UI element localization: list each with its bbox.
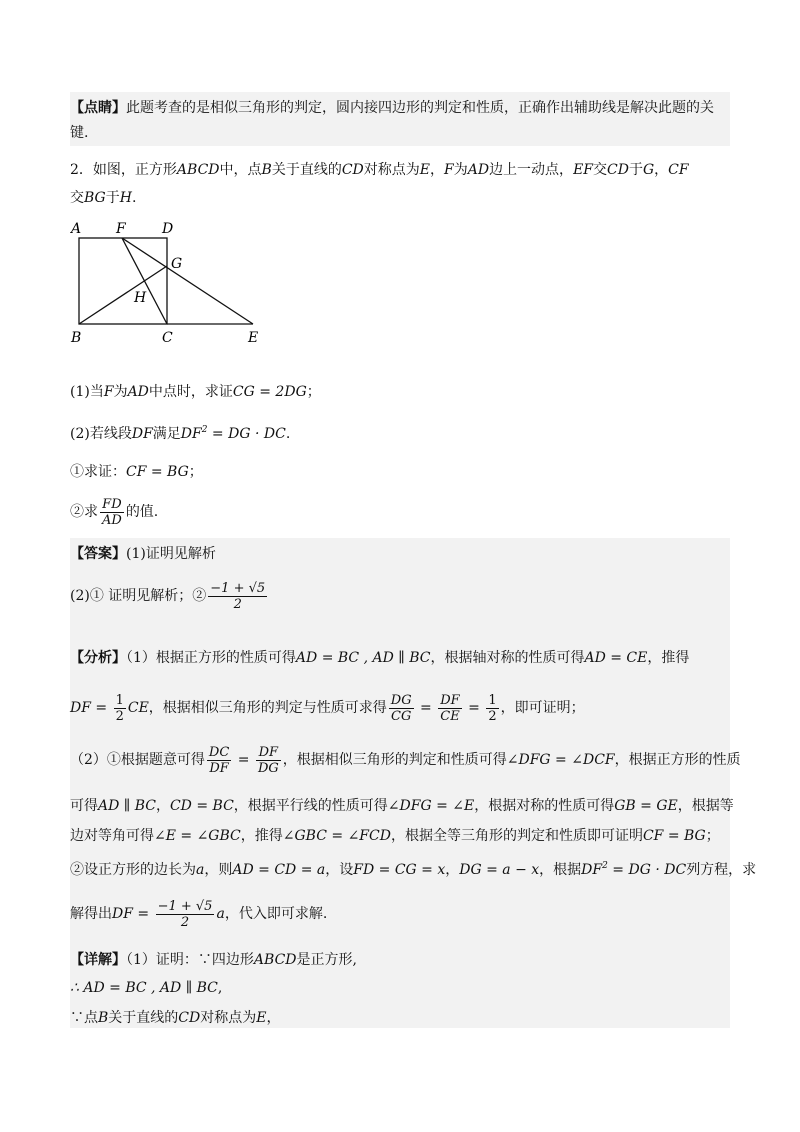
analysis-line-2: DF = $\frac{1}{2}$ CE，根据相似三角形的判定与性质可求得 $\frac{DG}{CG}$ = $\frac{DF}{CE}$ = $\frac{1}{2}$ ，即可证明； — [70, 692, 585, 724]
label-b: B — [71, 330, 82, 346]
label-d: D — [162, 221, 174, 237]
dianjing-tag: 【点睛】 — [70, 100, 126, 116]
answer-line-1: 【答案】(1)证明见解析 — [70, 546, 216, 562]
segment-fe — [122, 238, 253, 324]
analysis-line-3: （2）①根据题意可得 $\frac{DC}{DF}$ = $\frac{DF}{DG}$ ，根据相似三角形的判定和性质可得∠DFG = ∠DCF，根据正方形的性质 — [70, 744, 741, 776]
analysis-line-5: 边对等角可得∠E = ∠GBC，推得∠GBC = ∠FCD，根据全等三角形的判定和性质即可证明CF = BG； — [70, 828, 720, 844]
analysis-line-1: 【分析】（1）根据正方形的性质可得AD = BC , AD ∥ BC，根据轴对称的性质可得AD = CE，推得 — [70, 650, 690, 666]
answer-tag: 【答案】 — [70, 546, 126, 562]
detail-line-2: ∴ AD = BC , AD ∥ BC, — [70, 980, 223, 996]
question-2: (2)若线段DF满足$DF^2$ = DG · DC. — [70, 425, 291, 442]
label-c: C — [162, 330, 173, 346]
analysis-line-7: 解得出DF = $\frac{-1 + √5}{2}$ a，代入即可求解. — [70, 898, 328, 930]
detail-line-1: 【详解】（1）证明：∵四边形ABCD是正方形, — [70, 952, 357, 968]
analysis-line-6: ②设正方形的边长为a，则AD = CD = a，设FD = CG = x，DG = a − x，根据$DF^2$ = DG · DC列方程，求 — [70, 861, 757, 878]
question-2-2: ②求 $\frac{FD}{AD}$ 的值. — [70, 496, 159, 528]
question-2-1: ①求证：CF = BG； — [70, 464, 203, 480]
analysis-line-4: 可得AD ∥ BC，CD = BC，根据平行线的性质可得∠DFG = ∠E，根据对称的性质可得GB = GE，根据等 — [70, 798, 734, 814]
label-g: G — [171, 256, 183, 272]
segment-bg — [79, 266, 167, 324]
dianjing-line-2: 键. — [70, 125, 89, 141]
problem-line-1: 2．如图，正方形ABCD中，点B关于直线的CD对称点为E，F为AD边上一动点，EF交CD于G，CF — [70, 162, 689, 178]
label-f: F — [116, 221, 126, 237]
label-e: E — [248, 330, 259, 346]
label-a: A — [71, 221, 82, 237]
problem-line-2: 交BG于H. — [70, 190, 137, 206]
square-abcd — [79, 238, 167, 324]
question-1: (1)当F为AD中点时，求证CG = 2DG； — [70, 384, 321, 400]
dianjing-line-1: 【点睛】此题考查的是相似三角形的判定，圆内接四边形的判定和性质，正确作出辅助线是解决此题的关 — [70, 100, 714, 116]
detail-tag: 【详解】 — [70, 952, 126, 968]
detail-line-3: ∵点B关于直线的CD对称点为E， — [70, 1010, 281, 1026]
label-h: H — [134, 290, 147, 306]
geometry-figure — [70, 218, 270, 348]
analysis-tag: 【分析】 — [70, 650, 126, 666]
answer-line-2: (2)① 证明见解析；② $\frac{-1 + √5}{2}$ — [70, 580, 266, 612]
